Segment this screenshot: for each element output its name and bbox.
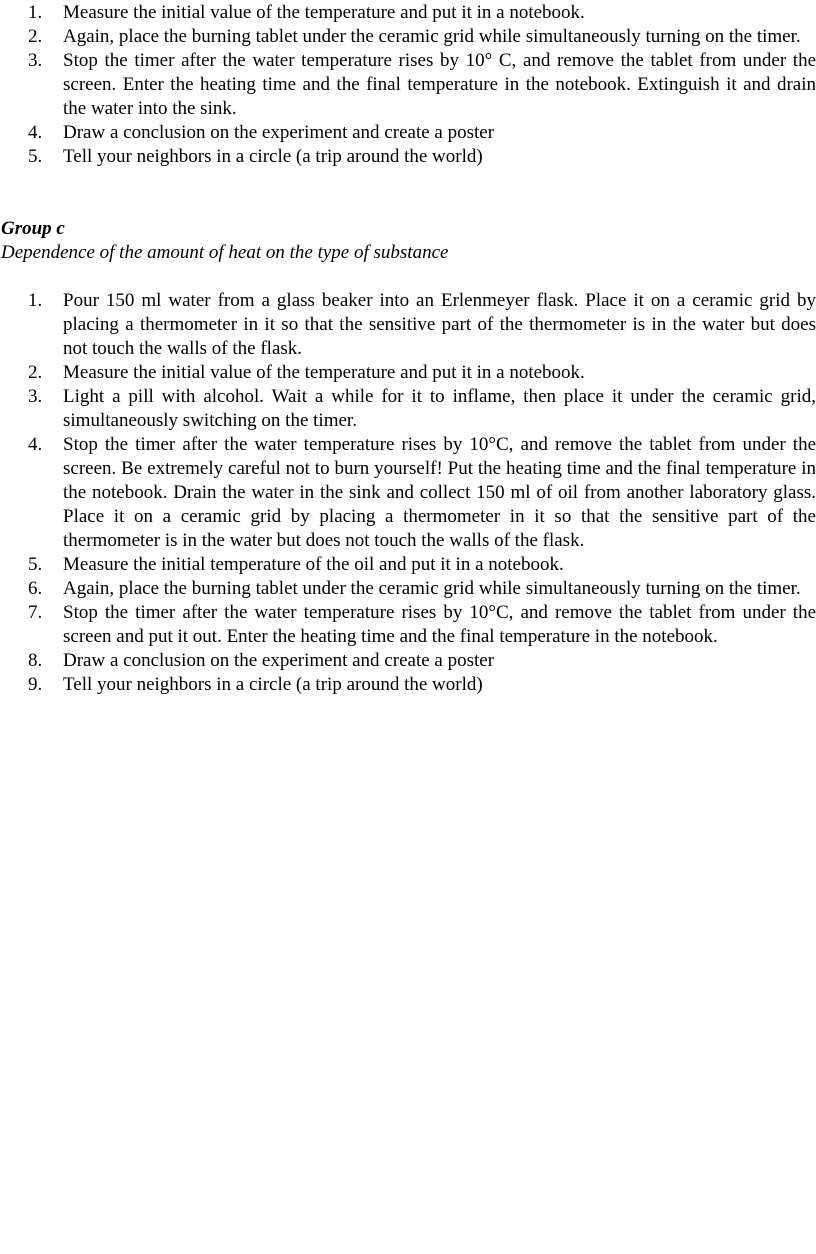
list-item: [0, 385, 816, 433]
procedure-list-top: [0, 1, 816, 169]
list-item-text: Draw a conclusion on the experiment and create a poster: [63, 122, 495, 143]
list-item: [0, 1, 816, 25]
list-item: [0, 553, 816, 577]
list-item: [0, 121, 816, 145]
list-item-number: 2.: [28, 362, 43, 383]
list-item: [0, 649, 816, 673]
list-item-text: Stop the timer after the water temperature rises by 10° C, and remove the tablet from under the screen. Enter the heating time and the final temperature in the notebook. Extinguish it and drain the water into the sink.: [63, 50, 816, 119]
list-item-text: Tell your neighbors in a circle (a trip around the world): [63, 146, 483, 167]
list-item-number: 4.: [28, 122, 43, 143]
list-item-number: 8.: [28, 650, 43, 671]
list-item-text: Again, place the burning tablet under the ceramic grid while simultaneously turning on the timer.: [63, 26, 801, 47]
list-item-text: Tell your neighbors in a circle (a trip around the world): [63, 674, 483, 695]
list-item-number: 2.: [28, 26, 43, 47]
list-item: [0, 145, 816, 169]
list-item-number: 6.: [28, 578, 43, 599]
list-item-text: Stop the timer after the water temperature rises by 10°C, and remove the tablet from under the screen and put it out. Enter the heating time and the final temperature in the notebook.: [63, 602, 816, 647]
list-item: [0, 25, 816, 49]
list-item: [0, 673, 816, 697]
list-item: [0, 433, 816, 553]
list-item-number: 1.: [28, 2, 43, 23]
group-subtitle: Dependence of the amount of heat on the type of substance: [1, 242, 449, 263]
procedure-list-group-c: [0, 289, 816, 697]
list-item-number: 3.: [28, 50, 43, 71]
list-item-number: 7.: [28, 602, 43, 623]
list-item-text: Measure the initial value of the temperature and put it in a notebook.: [63, 2, 585, 23]
list-item-number: 5.: [28, 554, 43, 575]
list-item-text: Pour 150 ml water from a glass beaker into an Erlenmeyer flask. Place it on a ceramic grid by placing a thermometer in it so that the sensitive part of the thermometer is in the water but does not touch the walls of the flask.: [63, 290, 816, 359]
list-item-number: 9.: [28, 674, 43, 695]
list-item-number: 5.: [28, 146, 43, 167]
list-item-text: Measure the initial temperature of the oil and put it in a notebook.: [63, 554, 564, 575]
list-item-number: 1.: [28, 290, 43, 311]
list-item: [0, 49, 816, 121]
list-item: [0, 289, 816, 361]
group-heading: Group c: [1, 218, 65, 239]
list-item: [0, 577, 816, 601]
list-item-text: Draw a conclusion on the experiment and create a poster: [63, 650, 495, 671]
list-item-text: Light a pill with alcohol. Wait a while for it to inflame, then place it under the ceramic grid, simultaneously switching on the timer.: [63, 386, 816, 431]
list-item-text: Measure the initial value of the temperature and put it in a notebook.: [63, 362, 585, 383]
list-item: [0, 361, 816, 385]
list-item-text: Stop the timer after the water temperature rises by 10°C, and remove the tablet from under the screen. Be extremely careful not to burn yourself! Put the heating time and the final temperature in the notebook. Drain the water in the sink and collect 150 ml of oil from another laboratory glass. Place it on a ceramic grid by placing a thermometer in it so that the sensitive part of the thermometer is in the water but does not touch the walls of the flask.: [63, 434, 816, 551]
list-item: [0, 601, 816, 649]
list-item-number: 4.: [28, 434, 43, 455]
list-item-text: Again, place the burning tablet under the ceramic grid while simultaneously turning on the timer.: [63, 578, 801, 599]
list-item-number: 3.: [28, 386, 43, 407]
